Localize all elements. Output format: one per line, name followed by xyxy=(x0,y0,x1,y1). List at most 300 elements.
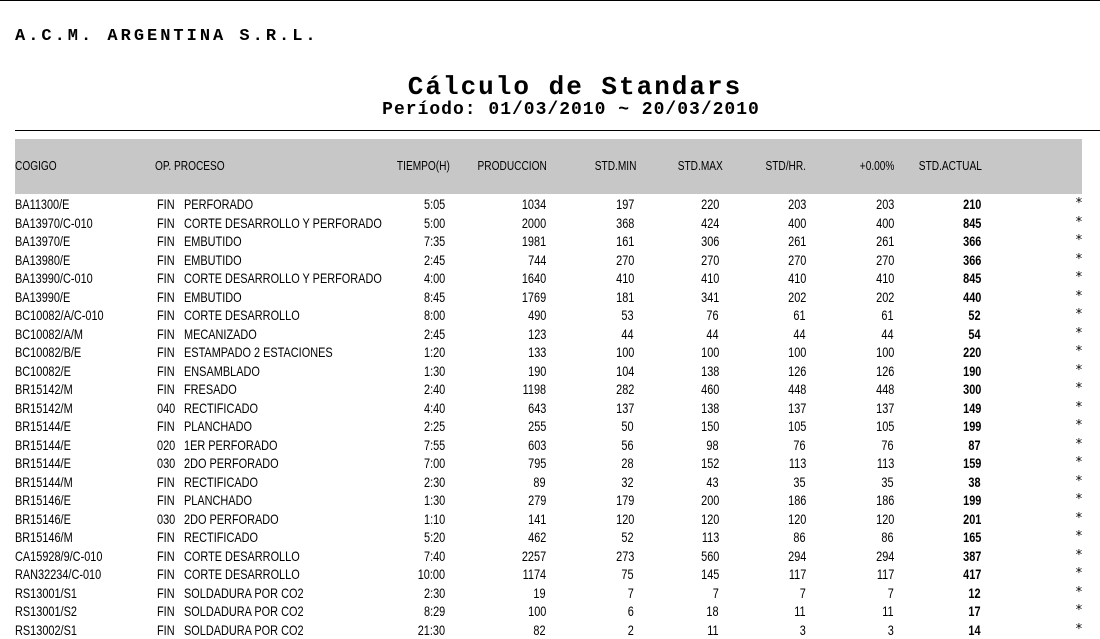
cell-codigo: BR15144/M xyxy=(15,473,73,490)
cell-std-max: 120 xyxy=(700,510,719,527)
row-marker: * xyxy=(1075,288,1083,304)
cell-produccion: 1174 xyxy=(522,566,546,582)
cell-pct: 186 xyxy=(875,492,894,508)
cell-op: FIN xyxy=(157,214,175,231)
cell-std-hr: 105 xyxy=(787,418,806,434)
cell-codigo: BA13980/E xyxy=(15,251,71,268)
cell-op: FIN xyxy=(157,566,175,582)
cell-codigo: CA15928/9/C-010 xyxy=(15,547,103,564)
cell-op: FIN xyxy=(157,325,175,342)
cell-tiempo: 2:30 xyxy=(423,473,445,490)
row-marker: * xyxy=(1075,492,1083,507)
cell-produccion: 603 xyxy=(527,436,546,453)
row-marker: * xyxy=(1075,362,1083,378)
cell-tiempo: 2:40 xyxy=(423,381,445,397)
cell-pct: 35 xyxy=(881,473,894,490)
cell-std-actual: 387 xyxy=(962,547,981,564)
cell-pct: 7 xyxy=(887,584,894,601)
table-row xyxy=(0,491,1100,509)
cell-tiempo: 21:30 xyxy=(417,621,445,638)
cell-proceso: 2DO PERFORADO xyxy=(184,510,279,527)
table-row xyxy=(0,584,1100,602)
cell-std-actual: 149 xyxy=(962,399,981,416)
cell-tiempo: 7:40 xyxy=(423,547,445,564)
cell-tiempo: 4:40 xyxy=(423,399,445,416)
col-produccion: PRODUCCION xyxy=(477,158,547,173)
cell-std-actual: 220 xyxy=(962,344,981,360)
cell-std-hr: 100 xyxy=(787,344,806,360)
col-codigo: COGIGO xyxy=(15,158,57,173)
cell-std-hr: 35 xyxy=(793,473,806,490)
cell-std-actual: 366 xyxy=(962,233,981,249)
table-header xyxy=(15,139,1082,194)
row-marker: * xyxy=(1075,196,1083,211)
cell-std-max: 270 xyxy=(700,251,719,268)
cell-std-actual: 199 xyxy=(962,492,981,508)
cell-op: FIN xyxy=(157,584,175,601)
cell-std-actual: 440 xyxy=(962,288,981,305)
cell-pct: 100 xyxy=(875,344,894,360)
cell-std-hr: 44 xyxy=(793,325,806,342)
header-rule xyxy=(15,130,1100,131)
report-title: Cálculo de Standars xyxy=(407,72,743,102)
cell-produccion: 1769 xyxy=(521,288,546,305)
cell-std-max: 152 xyxy=(700,455,719,471)
cell-std-min: 282 xyxy=(615,381,634,397)
cell-std-max: 43 xyxy=(706,473,719,490)
cell-std-min: 50 xyxy=(621,418,634,434)
cell-proceso: EMBUTIDO xyxy=(184,251,242,268)
cell-std-actual: 52 xyxy=(968,307,981,323)
cell-std-min: 179 xyxy=(615,492,634,508)
cell-codigo: BR15144/E xyxy=(15,436,71,453)
cell-pct: 120 xyxy=(875,510,894,527)
cell-op: FIN xyxy=(157,270,175,286)
cell-std-actual: 845 xyxy=(962,270,981,286)
cell-std-actual: 165 xyxy=(962,529,981,545)
cell-std-hr: 7 xyxy=(799,584,806,601)
row-marker: * xyxy=(1075,233,1083,248)
cell-std-actual: 366 xyxy=(962,251,981,268)
cell-tiempo: 1:20 xyxy=(423,344,445,360)
cell-codigo: BC10082/E xyxy=(15,362,71,379)
table-row xyxy=(0,325,1100,343)
cell-codigo: BR15142/M xyxy=(15,381,73,397)
cell-pct: 86 xyxy=(881,529,894,545)
cell-pct: 448 xyxy=(875,381,894,397)
cell-op: FIN xyxy=(157,196,175,212)
cell-std-min: 52 xyxy=(621,529,634,545)
cell-std-hr: 294 xyxy=(787,547,806,564)
cell-std-min: 104 xyxy=(615,362,634,379)
cell-std-max: 410 xyxy=(700,270,719,286)
cell-std-actual: 300 xyxy=(962,381,981,397)
cell-tiempo: 2:45 xyxy=(423,325,445,342)
cell-codigo: BA13970/E xyxy=(15,233,71,249)
cell-proceso: CORTE DESARROLLO Y PERFORADO xyxy=(184,270,382,286)
cell-std-min: 273 xyxy=(615,547,634,564)
cell-pct: 400 xyxy=(875,214,894,231)
col-tiempo: TIEMPO(H) xyxy=(397,158,450,173)
cell-op: FIN xyxy=(157,473,175,490)
cell-std-min: 32 xyxy=(621,473,634,490)
row-marker: * xyxy=(1075,325,1083,341)
cell-produccion: 133 xyxy=(527,344,546,360)
cell-produccion: 141 xyxy=(527,510,546,527)
cell-proceso: CORTE DESARROLLO xyxy=(184,547,300,564)
row-marker: * xyxy=(1075,455,1083,470)
col-std-max: STD.MAX xyxy=(677,158,723,173)
cell-proceso: RECTIFICADO xyxy=(184,473,259,490)
row-marker: * xyxy=(1075,270,1083,285)
table-row xyxy=(0,251,1100,269)
cell-std-min: 270 xyxy=(615,251,634,268)
cell-op: FIN xyxy=(157,362,175,379)
cell-std-min: 53 xyxy=(621,307,634,323)
cell-std-hr: 270 xyxy=(787,251,806,268)
cell-produccion: 462 xyxy=(527,529,546,545)
cell-std-actual: 17 xyxy=(968,603,981,619)
cell-produccion: 255 xyxy=(527,418,546,434)
row-marker: * xyxy=(1075,436,1083,452)
cell-tiempo: 7:55 xyxy=(423,436,445,453)
cell-tiempo: 5:00 xyxy=(423,214,445,231)
cell-codigo: RS13002/S1 xyxy=(15,621,77,638)
table-row xyxy=(0,306,1100,324)
cell-std-hr: 76 xyxy=(793,436,806,453)
cell-produccion: 190 xyxy=(527,362,546,379)
cell-op: FIN xyxy=(157,251,175,268)
row-marker: * xyxy=(1075,584,1083,600)
cell-pct: 117 xyxy=(876,566,894,582)
row-marker: * xyxy=(1075,418,1083,433)
cell-std-min: 120 xyxy=(615,510,634,527)
table-row xyxy=(0,621,1100,639)
cell-op: FIN xyxy=(157,233,175,249)
cell-produccion: 2000 xyxy=(521,214,546,231)
top-border xyxy=(0,0,1100,1)
cell-pct: 105 xyxy=(875,418,894,434)
cell-std-max: 560 xyxy=(700,547,719,564)
cell-proceso: CORTE DESARROLLO xyxy=(184,307,300,323)
row-marker: * xyxy=(1075,510,1083,526)
cell-std-actual: 12 xyxy=(968,584,981,601)
cell-proceso: RECTIFICADO xyxy=(184,399,259,416)
cell-pct: 11 xyxy=(882,603,894,619)
cell-pct: 61 xyxy=(881,307,894,323)
cell-tiempo: 7:00 xyxy=(423,455,445,471)
cell-produccion: 490 xyxy=(527,307,546,323)
company-name: A.C.M. ARGENTINA S.R.L. xyxy=(15,27,319,46)
cell-std-actual: 201 xyxy=(962,510,981,527)
cell-std-max: 100 xyxy=(700,344,719,360)
cell-proceso: ESTAMPADO 2 ESTACIONES xyxy=(184,344,333,360)
cell-codigo: BA13970/C-010 xyxy=(15,214,93,231)
cell-std-min: 44 xyxy=(621,325,634,342)
cell-produccion: 82 xyxy=(533,621,546,638)
cell-proceso: FRESADO xyxy=(184,381,237,397)
cell-proceso: SOLDADURA POR CO2 xyxy=(184,584,304,601)
cell-codigo: RS13001/S1 xyxy=(15,584,77,601)
cell-std-actual: 159 xyxy=(962,455,981,471)
cell-std-actual: 417 xyxy=(962,566,981,582)
row-marker: * xyxy=(1075,603,1083,618)
table-row xyxy=(0,214,1100,232)
cell-std-min: 197 xyxy=(615,196,634,212)
cell-produccion: 1981 xyxy=(521,233,546,249)
row-marker: * xyxy=(1075,547,1083,563)
cell-codigo: BR15146/E xyxy=(15,492,71,508)
cell-std-actual: 38 xyxy=(968,473,981,490)
cell-std-hr: 61 xyxy=(793,307,806,323)
cell-std-max: 113 xyxy=(701,529,719,545)
cell-op: 020 xyxy=(157,436,176,453)
cell-std-hr: 410 xyxy=(787,270,806,286)
cell-codigo: BR15142/M xyxy=(15,399,73,416)
cell-std-hr: 126 xyxy=(787,362,806,379)
table-row xyxy=(0,454,1100,472)
table-row xyxy=(0,602,1100,620)
cell-std-max: 341 xyxy=(700,288,719,305)
cell-tiempo: 5:20 xyxy=(423,529,445,545)
cell-produccion: 100 xyxy=(527,603,546,619)
cell-codigo: BC10082/A/M xyxy=(15,325,83,342)
cell-op: FIN xyxy=(157,547,175,564)
col-std-hr: STD/HR. xyxy=(765,158,806,173)
cell-std-max: 138 xyxy=(700,399,719,416)
cell-tiempo: 7:35 xyxy=(423,233,445,249)
table-row xyxy=(0,380,1100,398)
cell-pct: 113 xyxy=(876,455,894,471)
cell-pct: 3 xyxy=(887,621,894,638)
cell-produccion: 1034 xyxy=(521,196,546,212)
cell-std-max: 220 xyxy=(700,196,719,212)
table-row xyxy=(0,436,1100,454)
cell-proceso: MECANIZADO xyxy=(184,325,257,342)
cell-proceso: CORTE DESARROLLO Y PERFORADO xyxy=(184,214,382,231)
cell-pct: 270 xyxy=(875,251,894,268)
cell-tiempo: 1:30 xyxy=(423,492,445,508)
cell-proceso: PERFORADO xyxy=(184,196,254,212)
table-row xyxy=(0,288,1100,306)
cell-op: FIN xyxy=(157,307,175,323)
row-marker: * xyxy=(1075,529,1083,544)
cell-op: FIN xyxy=(157,288,175,305)
cell-std-max: 18 xyxy=(706,603,719,619)
cell-tiempo: 8:29 xyxy=(423,603,445,619)
cell-std-min: 137 xyxy=(615,399,634,416)
cell-std-hr: 120 xyxy=(787,510,806,527)
cell-proceso: CORTE DESARROLLO xyxy=(184,566,300,582)
cell-tiempo: 2:25 xyxy=(423,418,445,434)
cell-tiempo: 10:00 xyxy=(417,566,445,582)
cell-std-max: 11 xyxy=(707,621,719,638)
cell-std-min: 28 xyxy=(621,455,634,471)
cell-codigo: BA13990/C-010 xyxy=(15,270,93,286)
cell-std-max: 138 xyxy=(700,362,719,379)
cell-codigo: RAN32234/C-010 xyxy=(15,566,102,582)
cell-std-hr: 11 xyxy=(794,603,806,619)
table-row xyxy=(0,547,1100,565)
cell-std-actual: 14 xyxy=(968,621,981,638)
row-marker: * xyxy=(1075,566,1083,581)
cell-produccion: 89 xyxy=(533,473,546,490)
table-row xyxy=(0,399,1100,417)
cell-tiempo: 1:10 xyxy=(423,510,445,527)
cell-op: FIN xyxy=(157,418,175,434)
cell-std-hr: 202 xyxy=(787,288,806,305)
cell-proceso: PLANCHADO xyxy=(184,492,252,508)
cell-std-hr: 137 xyxy=(787,399,806,416)
cell-codigo: BR15146/M xyxy=(15,529,73,545)
cell-proceso: EMBUTIDO xyxy=(184,233,242,249)
cell-std-hr: 448 xyxy=(787,381,806,397)
cell-op: FIN xyxy=(157,492,175,508)
cell-codigo: RS13001/S2 xyxy=(15,603,77,619)
cell-std-actual: 845 xyxy=(962,214,981,231)
row-marker: * xyxy=(1075,214,1083,230)
cell-std-hr: 113 xyxy=(788,455,806,471)
cell-pct: 137 xyxy=(875,399,894,416)
cell-std-hr: 117 xyxy=(788,566,806,582)
row-marker: * xyxy=(1075,473,1083,489)
cell-op: FIN xyxy=(157,344,175,360)
cell-pct: 410 xyxy=(875,270,894,286)
cell-std-max: 200 xyxy=(700,492,719,508)
cell-std-hr: 400 xyxy=(787,214,806,231)
cell-std-max: 44 xyxy=(706,325,719,342)
col-proceso: OP. PROCESO xyxy=(155,158,225,173)
col-std-min: STD.MIN xyxy=(594,158,636,173)
cell-std-min: 7 xyxy=(627,584,634,601)
cell-std-max: 306 xyxy=(700,233,719,249)
cell-proceso: RECTIFICADO xyxy=(184,529,259,545)
cell-op: 040 xyxy=(157,399,176,416)
row-marker: * xyxy=(1075,307,1083,322)
cell-std-hr: 3 xyxy=(799,621,806,638)
cell-codigo: BR15144/E xyxy=(15,455,71,471)
cell-tiempo: 8:00 xyxy=(423,307,445,323)
cell-std-actual: 87 xyxy=(968,436,981,453)
cell-proceso: SOLDADURA POR CO2 xyxy=(184,621,304,638)
table-row xyxy=(0,195,1100,213)
cell-codigo: BR15146/E xyxy=(15,510,71,527)
cell-std-min: 410 xyxy=(615,270,634,286)
cell-op: FIN xyxy=(157,603,175,619)
cell-codigo: BC10082/B/E xyxy=(15,344,82,360)
table-row xyxy=(0,510,1100,528)
cell-proceso: SOLDADURA POR CO2 xyxy=(184,603,304,619)
row-marker: * xyxy=(1075,251,1083,267)
cell-codigo: BA11300/E xyxy=(15,196,70,212)
cell-tiempo: 4:00 xyxy=(423,270,445,286)
cell-std-actual: 210 xyxy=(962,196,981,212)
report-period: Período: 01/03/2010 ~ 20/03/2010 xyxy=(382,100,760,120)
table-row xyxy=(0,565,1100,583)
cell-proceso: 1ER PERFORADO xyxy=(184,436,278,453)
cell-op: 030 xyxy=(157,510,176,527)
cell-codigo: BR15144/E xyxy=(15,418,71,434)
cell-proceso: PLANCHADO xyxy=(184,418,252,434)
cell-op: 030 xyxy=(157,455,176,471)
cell-proceso: 2DO PERFORADO xyxy=(184,455,279,471)
cell-produccion: 643 xyxy=(527,399,546,416)
cell-op: FIN xyxy=(157,529,175,545)
cell-codigo: BA13990/E xyxy=(15,288,71,305)
cell-std-min: 100 xyxy=(615,344,634,360)
cell-std-hr: 203 xyxy=(787,196,806,212)
cell-std-actual: 54 xyxy=(968,325,981,342)
table-row xyxy=(0,343,1100,361)
cell-tiempo: 1:30 xyxy=(423,362,445,379)
cell-produccion: 19 xyxy=(533,584,546,601)
cell-produccion: 2257 xyxy=(521,547,546,564)
cell-std-min: 56 xyxy=(621,436,634,453)
row-marker: * xyxy=(1075,344,1083,359)
cell-proceso: EMBUTIDO xyxy=(184,288,242,305)
cell-pct: 126 xyxy=(875,362,894,379)
cell-tiempo: 2:45 xyxy=(423,251,445,268)
cell-pct: 202 xyxy=(875,288,894,305)
cell-op: FIN xyxy=(157,621,175,638)
cell-std-max: 145 xyxy=(700,566,719,582)
cell-produccion: 795 xyxy=(527,455,546,471)
cell-std-hr: 86 xyxy=(793,529,806,545)
cell-pct: 294 xyxy=(875,547,894,564)
cell-tiempo: 5:05 xyxy=(423,196,445,212)
cell-std-max: 76 xyxy=(706,307,719,323)
cell-pct: 203 xyxy=(875,196,894,212)
cell-produccion: 1198 xyxy=(522,381,546,397)
cell-std-hr: 186 xyxy=(787,492,806,508)
cell-std-max: 424 xyxy=(700,214,719,231)
cell-std-min: 181 xyxy=(615,288,634,305)
cell-std-min: 368 xyxy=(615,214,634,231)
cell-produccion: 744 xyxy=(527,251,546,268)
cell-std-actual: 190 xyxy=(962,362,981,379)
row-marker: * xyxy=(1075,399,1083,415)
cell-std-hr: 261 xyxy=(787,233,806,249)
col-pct: +0.00% xyxy=(859,158,894,173)
cell-std-actual: 199 xyxy=(962,418,981,434)
cell-std-max: 7 xyxy=(712,584,719,601)
col-std-actual: STD.ACTUAL xyxy=(918,158,982,173)
cell-produccion: 1640 xyxy=(521,270,546,286)
cell-tiempo: 2:30 xyxy=(423,584,445,601)
cell-pct: 261 xyxy=(875,233,894,249)
cell-pct: 76 xyxy=(881,436,894,453)
table-row xyxy=(0,362,1100,380)
row-marker: * xyxy=(1075,381,1083,396)
table-row xyxy=(0,232,1100,250)
cell-std-min: 6 xyxy=(627,603,634,619)
cell-produccion: 123 xyxy=(527,325,546,342)
cell-pct: 44 xyxy=(881,325,894,342)
cell-std-min: 2 xyxy=(627,621,634,638)
cell-op: FIN xyxy=(157,381,175,397)
table-row xyxy=(0,528,1100,546)
cell-std-min: 161 xyxy=(615,233,634,249)
cell-std-max: 150 xyxy=(700,418,719,434)
row-marker: * xyxy=(1075,621,1083,637)
table-row xyxy=(0,269,1100,287)
cell-codigo: BC10082/A/C-010 xyxy=(15,307,104,323)
cell-std-min: 75 xyxy=(621,566,634,582)
table-row xyxy=(0,473,1100,491)
table-row xyxy=(0,417,1100,435)
cell-std-max: 98 xyxy=(706,436,719,453)
cell-tiempo: 8:45 xyxy=(423,288,445,305)
